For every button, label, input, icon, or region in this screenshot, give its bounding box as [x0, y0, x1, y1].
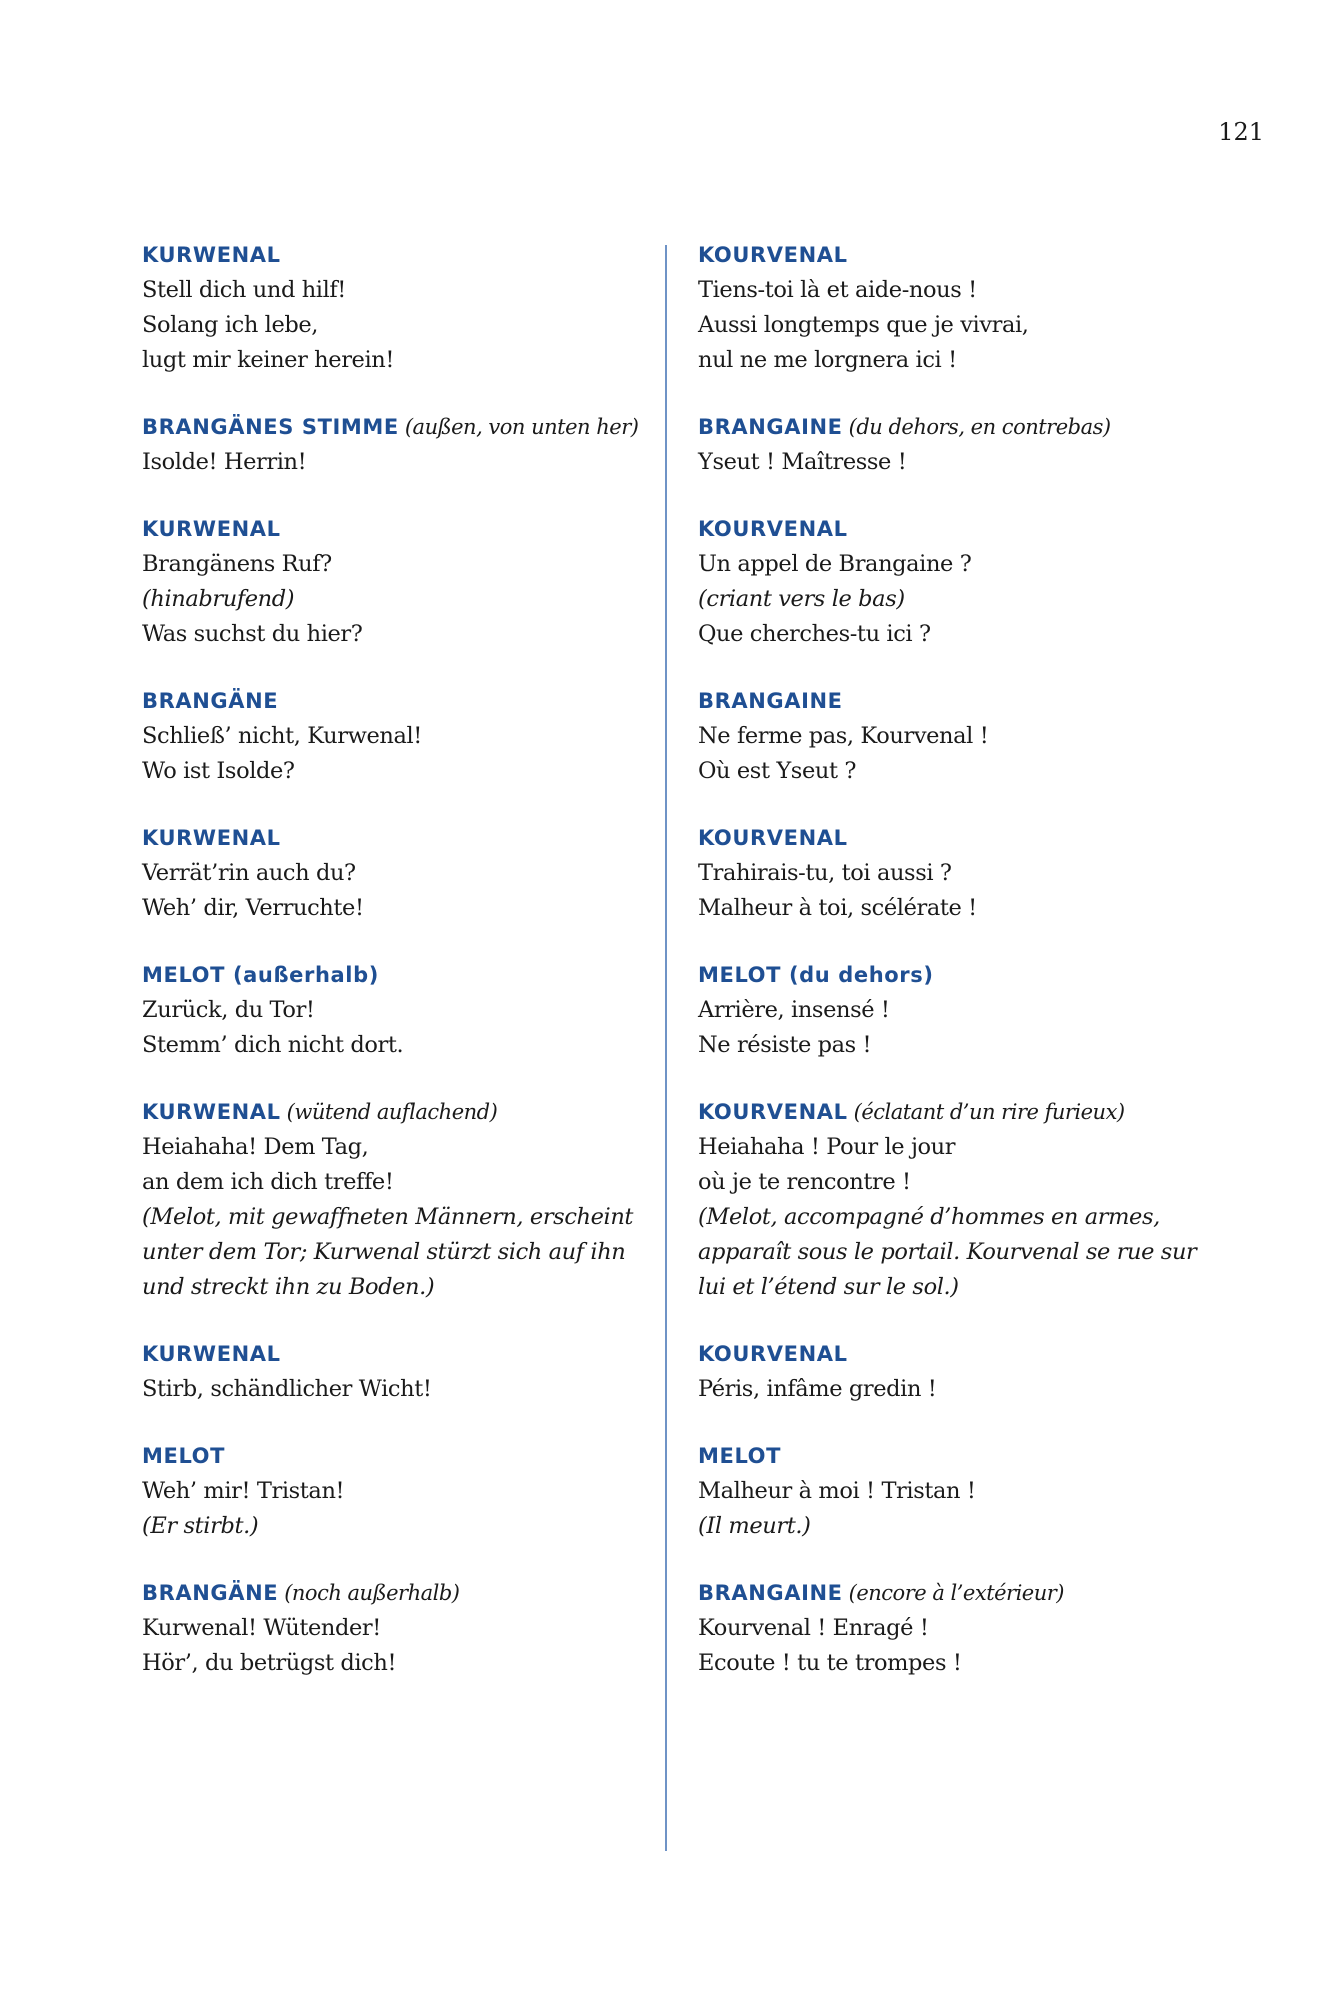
block-spacer: [142, 1305, 672, 1337]
verse-line: Heiahaha ! Pour le jour: [698, 1134, 956, 1160]
speaker-heading: [142, 1439, 672, 1474]
dialogue-block: [142, 1576, 672, 1681]
speaker-heading: [142, 821, 672, 856]
speaker-heading: [698, 684, 1258, 719]
speaker-name: KURWENAL: [142, 826, 281, 850]
verse-line: Malheur à toi, scélérate !: [698, 895, 977, 921]
verse-line: Que cherches-tu ici ?: [698, 621, 931, 647]
speaker-heading: [698, 958, 1258, 993]
dialogue-block: [698, 684, 1258, 789]
dialogue-block: [698, 512, 1258, 652]
verse-line: lugt mir keiner herein!: [142, 347, 394, 373]
speaker-heading: [698, 1095, 1258, 1130]
speaker-heading: [142, 684, 672, 719]
block-spacer: [142, 926, 672, 958]
french-column: [698, 238, 1258, 1681]
speaker-heading: [142, 1576, 672, 1611]
block-spacer: [142, 789, 672, 821]
speaker-name: BRANGAINE: [698, 415, 843, 439]
block-spacer: [698, 1063, 1258, 1095]
verse-line: Was suchst du hier?: [142, 621, 363, 647]
block-spacer: [698, 378, 1258, 410]
dialogue-block: [698, 1576, 1258, 1681]
verse-line: Zurück, du Tor!: [142, 997, 315, 1023]
verse-line: Brangänens Ruf?: [142, 551, 332, 577]
stage-direction: (éclatant d’un rire furieux): [853, 1100, 1125, 1124]
block-spacer: [142, 652, 672, 684]
verse-line: Stell dich und hilf!: [142, 277, 346, 303]
block-spacer: [698, 652, 1258, 684]
dialogue-block: [142, 821, 672, 926]
stage-direction-line: apparaît sous le portail. Kourvenal se rue sur: [698, 1239, 1197, 1265]
verse-line: où je te rencontre !: [698, 1169, 911, 1195]
verse-line: Schließ’ nicht, Kurwenal!: [142, 723, 422, 749]
dialogue-block: [142, 1337, 672, 1407]
speaker-heading: [698, 1439, 1258, 1474]
speaker-name: KURWENAL: [142, 517, 281, 541]
verse-line: Ecoute ! tu te trompes !: [698, 1650, 962, 1676]
speaker-name: KOURVENAL: [698, 1100, 848, 1124]
speaker-heading: [142, 238, 672, 273]
german-column: [142, 238, 672, 1681]
speaker-name: KURWENAL: [142, 1342, 281, 1366]
stage-direction: (außen, von unten her): [404, 415, 639, 439]
verse-line: nul ne me lorgnera ici !: [698, 347, 957, 373]
block-spacer: [142, 480, 672, 512]
stage-direction: (encore à l’extérieur): [848, 1581, 1064, 1605]
verse-line: Péris, infâme gredin !: [698, 1376, 937, 1402]
speaker-heading: [698, 1337, 1258, 1372]
verse-line: Trahirais-tu, toi aussi ?: [698, 860, 952, 886]
verse-line: Tiens-toi là et aide-nous !: [698, 277, 977, 303]
dialogue-block: [698, 1439, 1258, 1544]
speaker-name: KOURVENAL: [698, 517, 848, 541]
verse-line: Solang ich lebe,: [142, 312, 319, 338]
speaker-name: BRANGAINE: [698, 1581, 843, 1605]
speaker-name: KOURVENAL: [698, 826, 848, 850]
verse-line: Stemm’ dich nicht dort.: [142, 1032, 404, 1058]
dialogue-block: [142, 958, 672, 1063]
stage-direction-line: (Er stirbt.): [142, 1513, 259, 1539]
verse-line: Aussi longtemps que je vivrai,: [698, 312, 1029, 338]
block-spacer: [698, 1305, 1258, 1337]
dialogue-block: [142, 410, 672, 480]
block-spacer: [698, 789, 1258, 821]
dialogue-block: [698, 410, 1258, 480]
block-spacer: [698, 1544, 1258, 1576]
dialogue-block: [698, 1337, 1258, 1407]
speaker-heading: [142, 410, 672, 445]
speaker-heading: [698, 238, 1258, 273]
verse-line: Kurwenal! Wütender!: [142, 1615, 381, 1641]
verse-line: Où est Yseut ?: [698, 758, 857, 784]
page-number: 121: [1218, 118, 1264, 146]
dialogue-block: [142, 512, 672, 652]
speaker-name: MELOT (außerhalb): [142, 963, 379, 987]
stage-direction: (noch außerhalb): [284, 1581, 460, 1605]
stage-direction-line: (criant vers le bas): [698, 586, 905, 612]
block-spacer: [142, 378, 672, 410]
stage-direction: (du dehors, en contrebas): [848, 415, 1111, 439]
dialogue-block: [142, 684, 672, 789]
speaker-name: KURWENAL: [142, 243, 281, 267]
block-spacer: [698, 926, 1258, 958]
speaker-heading: [142, 1095, 672, 1130]
speaker-heading: [698, 1576, 1258, 1611]
stage-direction-line: unter dem Tor; Kurwenal stürzt sich auf ihn: [142, 1239, 626, 1265]
verse-line: Ne ferme pas, Kourvenal !: [698, 723, 989, 749]
verse-line: Heiahaha! Dem Tag,: [142, 1134, 369, 1160]
stage-direction-line: (Il meurt.): [698, 1513, 811, 1539]
verse-line: Wo ist Isolde?: [142, 758, 295, 784]
verse-line: Stirb, schändlicher Wicht!: [142, 1376, 432, 1402]
block-spacer: [142, 1063, 672, 1095]
stage-direction-line: (Melot, mit gewaffneten Männern, erscheint: [142, 1204, 634, 1230]
speaker-name: KOURVENAL: [698, 1342, 848, 1366]
verse-line: Weh’ mir! Tristan!: [142, 1478, 345, 1504]
verse-line: Yseut ! Maîtresse !: [698, 449, 907, 475]
verse-line: Isolde! Herrin!: [142, 449, 307, 475]
speaker-name: MELOT (du dehors): [698, 963, 934, 987]
dialogue-block: [142, 238, 672, 378]
stage-direction-line: und streckt ihn zu Boden.): [142, 1274, 435, 1300]
speaker-heading: [142, 1337, 672, 1372]
block-spacer: [698, 480, 1258, 512]
stage-direction: (wütend auflachend): [286, 1100, 498, 1124]
speaker-name: BRANGAINE: [698, 689, 843, 713]
verse-line: Kourvenal ! Enragé !: [698, 1615, 929, 1641]
verse-line: Malheur à moi ! Tristan !: [698, 1478, 976, 1504]
speaker-name: MELOT: [142, 1444, 226, 1468]
verse-line: Un appel de Brangaine ?: [698, 551, 972, 577]
verse-line: an dem ich dich treffe!: [142, 1169, 394, 1195]
dialogue-block: [698, 821, 1258, 926]
speaker-heading: [698, 512, 1258, 547]
dialogue-block: [698, 1095, 1258, 1305]
dialogue-block: [142, 1095, 672, 1305]
speaker-name: BRANGÄNE: [142, 1581, 279, 1605]
block-spacer: [698, 1407, 1258, 1439]
speaker-heading: [698, 821, 1258, 856]
speaker-heading: [142, 512, 672, 547]
stage-direction-line: (Melot, accompagné d’hommes en armes,: [698, 1204, 1160, 1230]
stage-direction-line: (hinabrufend): [142, 586, 295, 612]
speaker-heading: [698, 410, 1258, 445]
speaker-name: BRANGÄNES STIMME: [142, 415, 399, 439]
verse-line: Ne résiste pas !: [698, 1032, 872, 1058]
speaker-name: MELOT: [698, 1444, 782, 1468]
stage-direction-line: lui et l’étend sur le sol.): [698, 1274, 959, 1300]
verse-line: Hör’, du betrügst dich!: [142, 1650, 397, 1676]
dialogue-block: [698, 958, 1258, 1063]
speaker-name: KURWENAL: [142, 1100, 281, 1124]
block-spacer: [142, 1407, 672, 1439]
speaker-name: KOURVENAL: [698, 243, 848, 267]
verse-line: Weh’ dir, Verruchte!: [142, 895, 364, 921]
speaker-heading: [142, 958, 672, 993]
speaker-name: BRANGÄNE: [142, 689, 279, 713]
dialogue-block: [142, 1439, 672, 1544]
dialogue-block: [698, 238, 1258, 378]
block-spacer: [142, 1544, 672, 1576]
verse-line: Verrät’rin auch du?: [142, 860, 356, 886]
verse-line: Arrière, insensé !: [698, 997, 890, 1023]
